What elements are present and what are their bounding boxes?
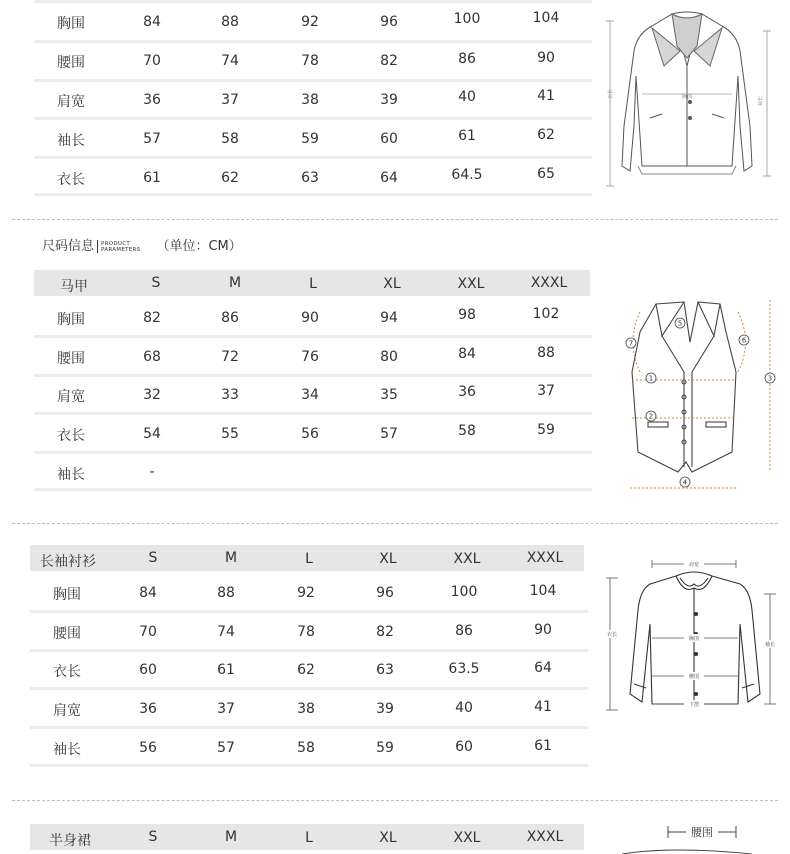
header-cell: S: [151, 275, 161, 291]
table-cell: 61: [143, 170, 161, 186]
row-label: 胸围: [57, 312, 85, 328]
table-cell: 60: [455, 739, 473, 755]
row-label: 衣长: [57, 172, 85, 188]
table-cell: 78: [297, 624, 315, 640]
table-cell: 78: [301, 53, 319, 69]
shirt-shoulder-label: 肩宽: [688, 562, 700, 568]
table-cell: 100: [453, 11, 481, 27]
shirt-hem-label: 下摆: [688, 702, 700, 708]
header-cell: L: [305, 551, 313, 567]
table-cell: 57: [380, 426, 398, 442]
header-cell: 半身裙: [49, 833, 91, 849]
table-cell: 64.5: [451, 167, 483, 183]
row-label: 肩宽: [57, 94, 85, 110]
table-cell: 64: [380, 170, 398, 186]
table-cell: 58: [458, 423, 476, 439]
table-cell: 36: [143, 92, 161, 108]
table-cell: 63.5: [448, 661, 480, 677]
section-divider: [12, 800, 778, 801]
jacket-diagram: [602, 6, 777, 196]
table-cell: 37: [217, 701, 235, 717]
table-cell: 90: [534, 622, 552, 638]
row-label: 胸围: [53, 587, 81, 603]
table-cell: 64: [534, 660, 552, 676]
table-cell: 40: [458, 89, 476, 105]
table-cell: 39: [376, 701, 394, 717]
row-label: 腰围: [53, 626, 81, 642]
shirt-diagram: [600, 554, 782, 714]
table-cell: 62: [537, 127, 555, 143]
table-cell: 68: [143, 349, 161, 365]
table-cell: 56: [301, 426, 319, 442]
table-cell: 104: [532, 10, 560, 26]
table-cell: 36: [139, 701, 157, 717]
unit-label: （单位：CM）: [156, 239, 242, 254]
table-cell: 63: [301, 170, 319, 186]
table-cell: 70: [139, 624, 157, 640]
jacket-chest-label: 胸围: [681, 94, 693, 100]
header-cell: S: [148, 550, 158, 566]
vest-marker-6: 6: [741, 336, 747, 345]
shirt-chest-label: 胸围: [688, 636, 700, 642]
table-cell: 34: [301, 387, 319, 403]
table-cell: 72: [221, 349, 239, 365]
table-cell: 65: [537, 166, 555, 182]
table-cell: 90: [301, 310, 319, 326]
table-cell: 98: [458, 307, 476, 323]
row-separator: [34, 79, 592, 82]
section-divider: [12, 219, 778, 220]
table-cell: 40: [455, 700, 473, 716]
section-title-en: PRODUCT PARAMETERS: [101, 240, 141, 253]
table-cell: 33: [221, 387, 239, 403]
vest-marker-1: 1: [648, 374, 654, 383]
table-cell: 80: [380, 349, 398, 365]
table-cell: 84: [458, 346, 476, 362]
table-cell: 88: [537, 345, 555, 361]
row-label: 袖长: [57, 133, 85, 149]
table-cell: 62: [221, 170, 239, 186]
table-cell: 55: [221, 426, 239, 442]
table-cell: 82: [376, 624, 394, 640]
table-cell: 61: [534, 738, 552, 754]
header-cell: XXL: [453, 830, 481, 846]
table-cell: 35: [380, 387, 398, 403]
table-cell: 102: [532, 306, 560, 322]
table-cell: 63: [376, 662, 394, 678]
row-label: 衣长: [57, 428, 85, 444]
header-cell: 马甲: [60, 279, 88, 295]
header-cell: M: [224, 829, 238, 845]
jacket-length-label: 衣长: [608, 88, 614, 99]
table-cell: 41: [534, 699, 552, 715]
section-title-text: 尺码信息: [42, 239, 95, 254]
section-title: [42, 235, 242, 254]
row-separator: [30, 687, 588, 690]
row-separator: [34, 40, 592, 43]
table-cell: 94: [380, 310, 398, 326]
table-cell: 62: [297, 662, 315, 678]
shirt-length-label: 衣长: [606, 632, 618, 638]
header-cell: L: [309, 276, 317, 292]
table-cell: 61: [217, 662, 235, 678]
table-cell: 100: [450, 584, 478, 600]
row-label: 袖长: [57, 467, 85, 483]
vest-marker-5: 5: [677, 319, 683, 328]
header-cell: 长袖衬衫: [40, 554, 96, 570]
table-cell: 92: [297, 585, 315, 601]
row-separator: [34, 156, 592, 159]
row-label: 肩宽: [53, 703, 81, 719]
table-cell: 41: [537, 88, 555, 104]
section-divider: [12, 523, 778, 524]
table-cell: 86: [458, 51, 476, 67]
row-separator: [34, 0, 592, 3]
header-cell: XL: [379, 830, 397, 846]
row-separator: [34, 193, 592, 196]
skirt-diagram: [612, 820, 762, 854]
table-cell: 60: [380, 131, 398, 147]
table-cell: 57: [217, 740, 235, 756]
row-label: 衣长: [53, 664, 81, 680]
header-cell: S: [148, 829, 158, 845]
vest-diagram: [618, 292, 788, 502]
header-cell: M: [228, 275, 242, 291]
table-cell: 88: [217, 585, 235, 601]
table-cell: 39: [380, 92, 398, 108]
table-cell: 60: [139, 662, 157, 678]
table-cell: 96: [380, 14, 398, 30]
header-cell: XL: [379, 551, 397, 567]
header-cell: XXL: [457, 276, 485, 292]
table-cell: 37: [537, 383, 555, 399]
table-cell: 58: [221, 131, 239, 147]
header-cell: XL: [383, 276, 401, 292]
row-label: 袖长: [53, 742, 81, 758]
table-cell: 59: [301, 131, 319, 147]
table-cell: 82: [143, 310, 161, 326]
table-cell: 59: [537, 422, 555, 438]
table-cell: 38: [301, 92, 319, 108]
row-label: 肩宽: [57, 389, 85, 405]
row-label: 胸围: [57, 16, 85, 32]
header-cell: XXXL: [530, 275, 568, 291]
jacket-sleeve-label: 袖长: [758, 95, 764, 106]
table-cell: 92: [301, 14, 319, 30]
table-cell: 88: [221, 14, 239, 30]
row-separator: [34, 412, 592, 415]
table-cell: 32: [143, 387, 161, 403]
title-separator: [97, 240, 98, 253]
row-label: 腰围: [57, 55, 85, 71]
row-separator: [30, 649, 588, 652]
table-cell: 59: [376, 740, 394, 756]
row-separator: [34, 488, 592, 491]
table-cell: 86: [455, 623, 473, 639]
table-cell: 74: [221, 53, 239, 69]
vest-marker-4: 4: [682, 478, 688, 487]
vest-marker-2: 2: [648, 412, 654, 421]
row-separator: [34, 374, 592, 377]
row-label: 腰围: [57, 351, 85, 367]
table-cell: 86: [221, 310, 239, 326]
shirt-sleeve-label: 袖长: [764, 642, 776, 648]
vest-marker-3: 3: [767, 374, 773, 383]
table-cell: -: [149, 464, 155, 480]
row-separator: [34, 451, 592, 454]
table-cell: 38: [297, 701, 315, 717]
table-cell: 36: [458, 384, 476, 400]
header-cell: M: [224, 550, 238, 566]
shirt-waist-label: 腰围: [688, 674, 700, 680]
table-cell: 70: [143, 53, 161, 69]
table-cell: 104: [529, 583, 557, 599]
row-separator: [34, 117, 592, 120]
row-separator: [30, 726, 588, 729]
table-cell: 56: [139, 740, 157, 756]
table-cell: 90: [537, 50, 555, 66]
table-cell: 84: [143, 14, 161, 30]
table-cell: 58: [297, 740, 315, 756]
header-cell: L: [305, 830, 313, 846]
header-cell: XXXL: [526, 550, 564, 566]
row-separator: [30, 610, 588, 613]
header-cell: XXXL: [526, 829, 564, 845]
row-separator: [34, 335, 592, 338]
row-separator: [30, 764, 588, 767]
table-cell: 76: [301, 349, 319, 365]
header-cell: XXL: [453, 551, 481, 567]
table-cell: 82: [380, 53, 398, 69]
table-cell: 37: [221, 92, 239, 108]
table-cell: 61: [458, 128, 476, 144]
table-cell: 74: [217, 624, 235, 640]
skirt-waist-label: 腰围: [691, 826, 713, 839]
table-cell: 96: [376, 585, 394, 601]
vest-marker-7: 7: [628, 339, 634, 348]
table-cell: 54: [143, 426, 161, 442]
table-cell: 57: [143, 131, 161, 147]
table-cell: 84: [139, 585, 157, 601]
